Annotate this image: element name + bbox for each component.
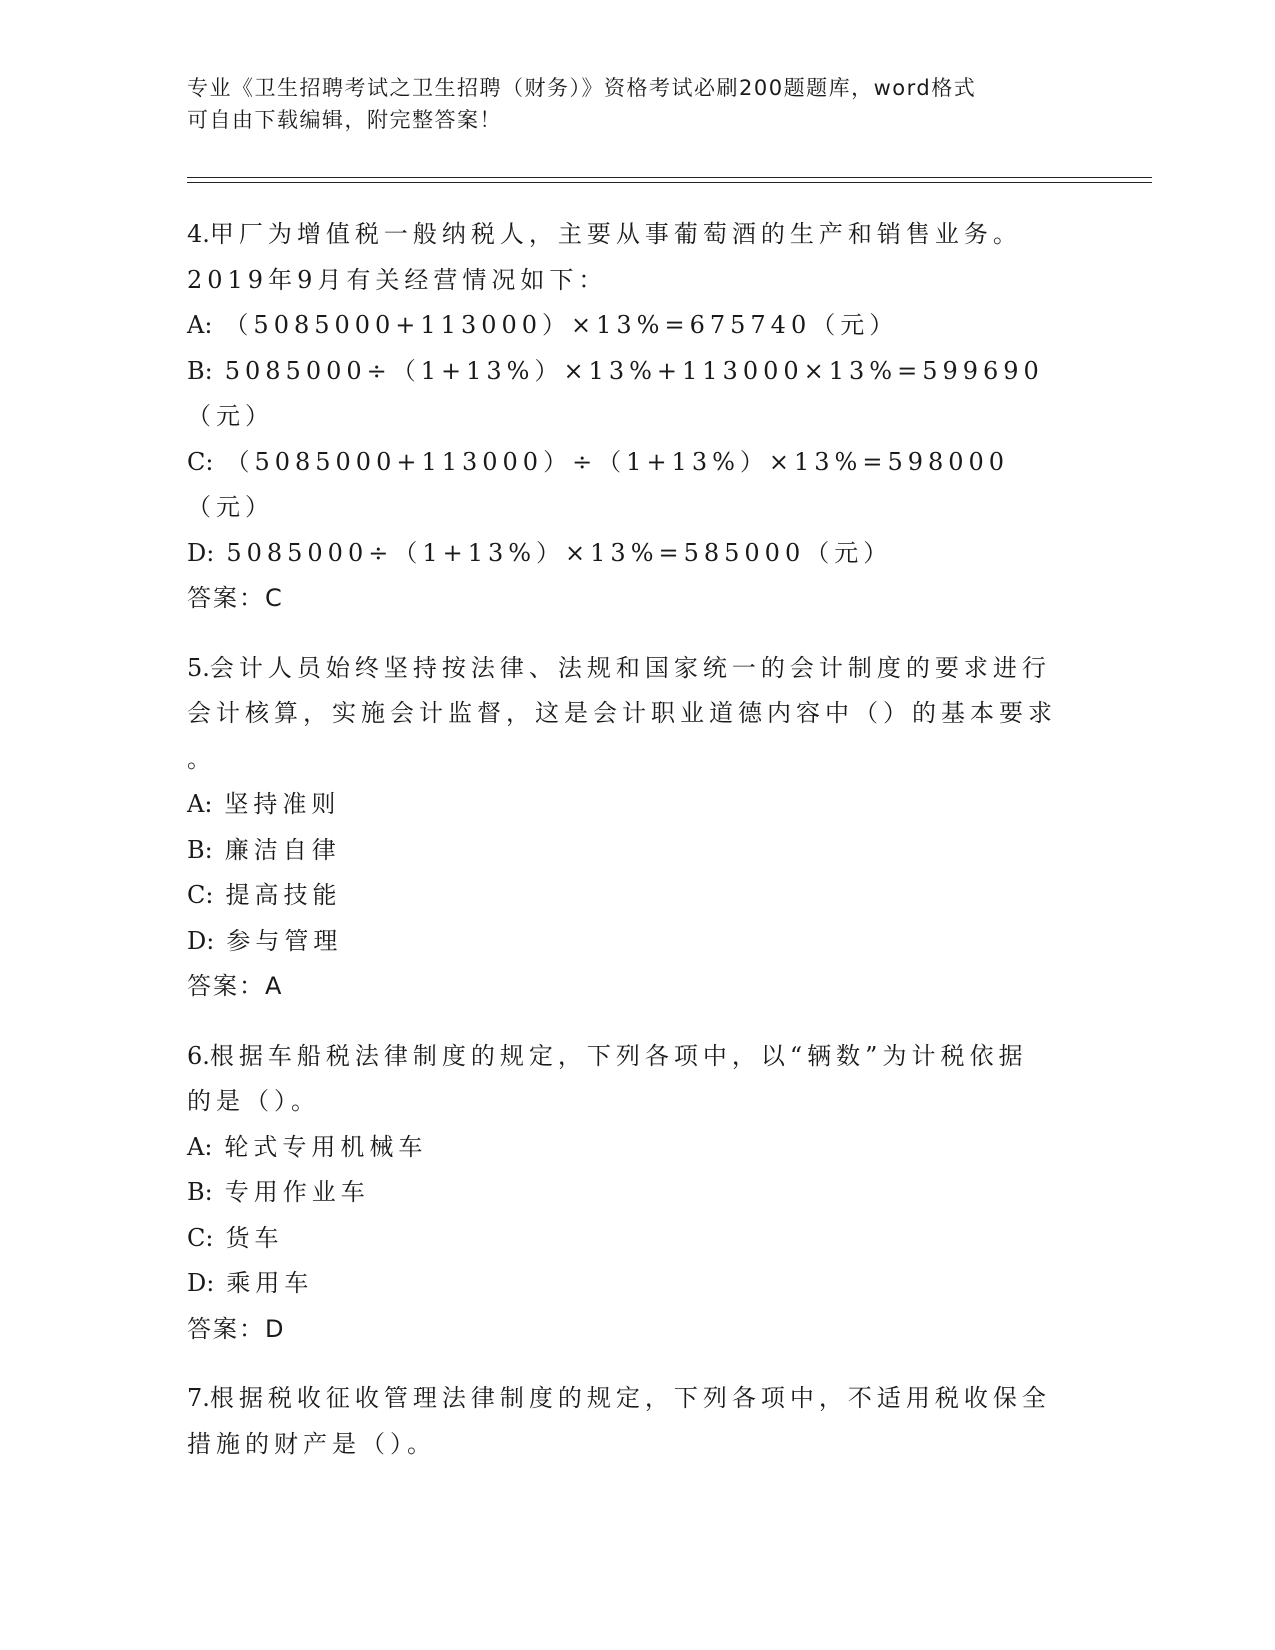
option-label: A: <box>187 311 213 339</box>
option-label: C: <box>187 881 214 909</box>
option-d <box>187 531 1067 577</box>
option-c <box>187 440 1067 531</box>
question-stem <box>187 212 1067 258</box>
option-d <box>187 1261 1067 1307</box>
option-label: A: <box>187 790 213 818</box>
option-label: B: <box>187 356 213 385</box>
question-number: 6. <box>187 1041 210 1070</box>
option-text: （5085000+113000）×13%=675740（元） <box>224 311 899 339</box>
stem-line: 的是（）。 <box>187 1087 320 1115</box>
question-5 <box>187 646 1067 1010</box>
option-a <box>187 303 1067 349</box>
stem-line: 会计人员始终坚持按法律、法规和国家统一的会计制度的要求进行 <box>209 653 1051 682</box>
option-label: C: <box>187 1223 214 1252</box>
option-d <box>187 919 1067 965</box>
option-label: D: <box>187 1269 215 1297</box>
stem-line: 根据车船税法律制度的规定，下列各项中，以“辆数”为计税依据 <box>209 1041 1028 1070</box>
option-a <box>187 1125 1067 1171</box>
option-text: 提高技能 <box>225 881 342 909</box>
option-text: 5085000÷（1+13%）×13%=585000（元） <box>226 538 893 567</box>
header-divider-bottom <box>187 182 1152 183</box>
question-number: 4. <box>187 220 210 248</box>
stem-line: 根据税收征收管理法律制度的规定，下列各项中，不适用税收保全 <box>209 1384 1051 1412</box>
option-text: （5085000+113000）÷（1+13%）×13%=598000（元） <box>187 447 1010 521</box>
question-6 <box>187 1034 1067 1353</box>
header-divider-top <box>187 177 1152 178</box>
option-text: 参与管理 <box>226 926 343 955</box>
answer-line: 答案：D <box>187 1314 286 1343</box>
question-list <box>187 212 1067 1491</box>
option-a <box>187 782 1067 828</box>
question-stem <box>187 1034 1067 1080</box>
option-text: 货车 <box>225 1223 284 1252</box>
question-number: 5. <box>187 653 210 682</box>
question-number: 7. <box>187 1384 210 1412</box>
question-stem <box>187 646 1067 692</box>
header-line-2: 可自由下载编辑，附完整答案！ <box>187 108 502 132</box>
document-header <box>187 72 1067 136</box>
answer-line: 答案：C <box>187 584 284 612</box>
question-7 <box>187 1376 1067 1467</box>
option-text: 坚持准则 <box>224 790 341 818</box>
stem-line: 甲厂为增值税一般纳税人，主要从事葡萄酒的生产和销售业务。 <box>209 220 1022 248</box>
option-b <box>187 1170 1067 1216</box>
option-text: 乘用车 <box>226 1269 314 1297</box>
option-b <box>187 349 1067 440</box>
question-stem <box>187 1376 1067 1422</box>
option-b <box>187 828 1067 874</box>
answer-line: 答案：A <box>187 972 284 1000</box>
stem-line: 会计核算，实施会计监督，这是会计职业道德内容中（）的基本要求 <box>187 699 1057 727</box>
option-label: A: <box>187 1132 213 1161</box>
option-label: C: <box>187 447 214 476</box>
option-label: D: <box>187 926 215 955</box>
stem-line: 2019年9月有关经营情况如下： <box>187 265 608 294</box>
option-text: 5085000÷（1+13%）×13%+113000×13%=599690（元） <box>187 356 1044 430</box>
option-text: 轮式专用机械车 <box>224 1132 428 1161</box>
option-label: B: <box>187 1178 213 1206</box>
option-label: D: <box>187 538 215 567</box>
option-c <box>187 1216 1067 1262</box>
option-text: 专用作业车 <box>224 1178 370 1206</box>
stem-line: 。 <box>187 744 216 773</box>
option-label: B: <box>187 835 213 864</box>
option-text: 廉洁自律 <box>224 835 341 864</box>
header-line-1: 专业《卫生招聘考试之卫生招聘（财务）》资格考试必刷200题题库，word格式 <box>187 76 977 100</box>
stem-line: 措施的财产是（）。 <box>187 1429 436 1458</box>
option-c <box>187 873 1067 919</box>
question-4 <box>187 212 1067 622</box>
